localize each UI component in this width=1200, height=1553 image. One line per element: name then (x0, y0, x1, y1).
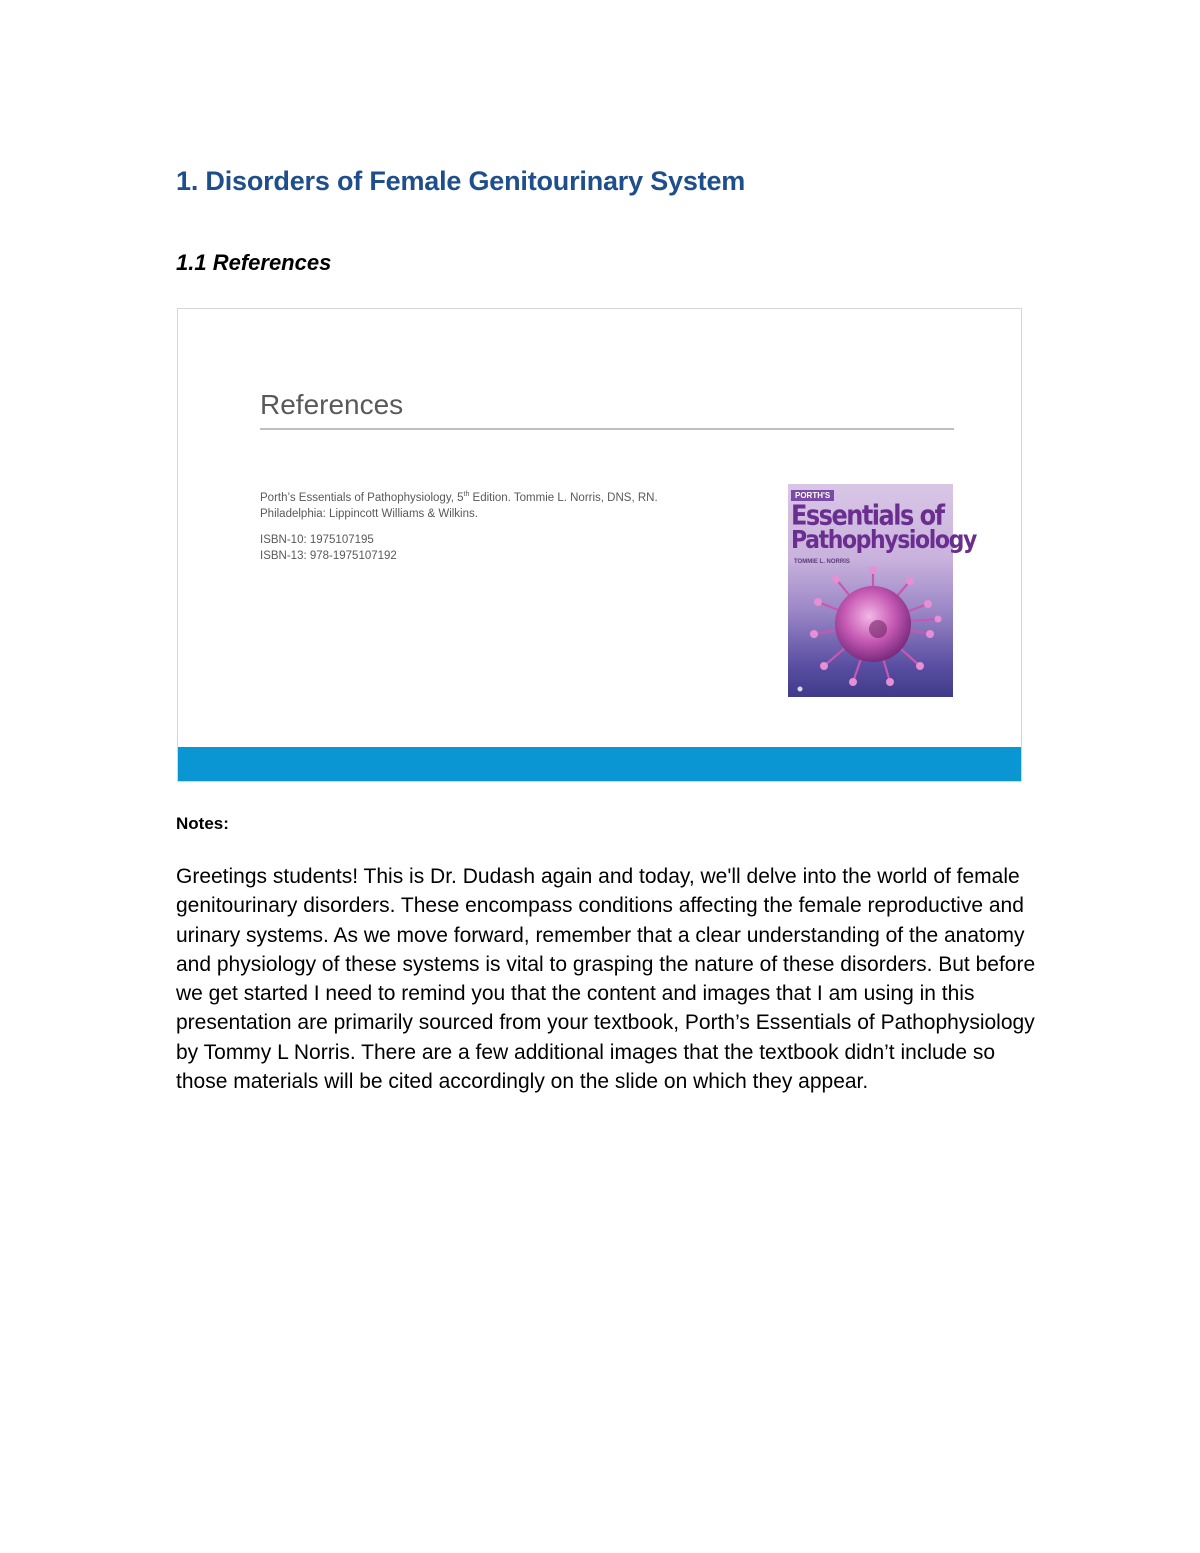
slide-title-divider (260, 428, 954, 430)
notes-label: Notes: (176, 814, 229, 833)
slide-image (177, 308, 1022, 782)
citation-line-1: Porth’s Essentials of Pathophysiology, 5th Edition. Tommie L. Norris, DNS, RN. (260, 491, 658, 504)
slide-footer-bar (178, 747, 1021, 781)
page-title: 1. Disorders of Female Genitourinary System (176, 166, 746, 196)
notes-body: Greetings students! This is Dr. Dudash again and today, we'll delve into the world of female genitourinary disorders. These encompass conditions affecting the female reproductive and urinary systems. As we move forward, remember that a clear understanding of the anatomy and physiology of these systems is vital to grasping the nature of these disorders. But before we get started I need to remind you that the content and images that I am using in this presentation are primarily sourced from your textbook, Porth’s Essentials of Pathophysiology by Tommy L Norris. There are a few additional images that the textbook didn’t include so those materials will be cited accordingly on the slide on which they appear. (176, 865, 1036, 1094)
book-cover-title-line-2: Pathophysiology (791, 526, 976, 555)
book-cover-author: TOMMIE L. NORRIS (794, 559, 850, 565)
slide-citation (260, 487, 740, 564)
citation-line-2: Philadelphia: Lippincott Williams & Wilkins. (260, 507, 478, 520)
slide-title: References (260, 389, 404, 420)
book-cover-image (788, 484, 976, 697)
book-cover-tag: PORTH'S (791, 490, 834, 501)
book-cover-title-line-1: Essentials of (791, 499, 944, 532)
isbn-10: ISBN-10: 1975107195 (260, 533, 374, 546)
isbn-13: ISBN-13: 978-1975107192 (260, 549, 397, 562)
isbn-block (260, 532, 740, 564)
section-title: 1.1 References (176, 250, 332, 275)
